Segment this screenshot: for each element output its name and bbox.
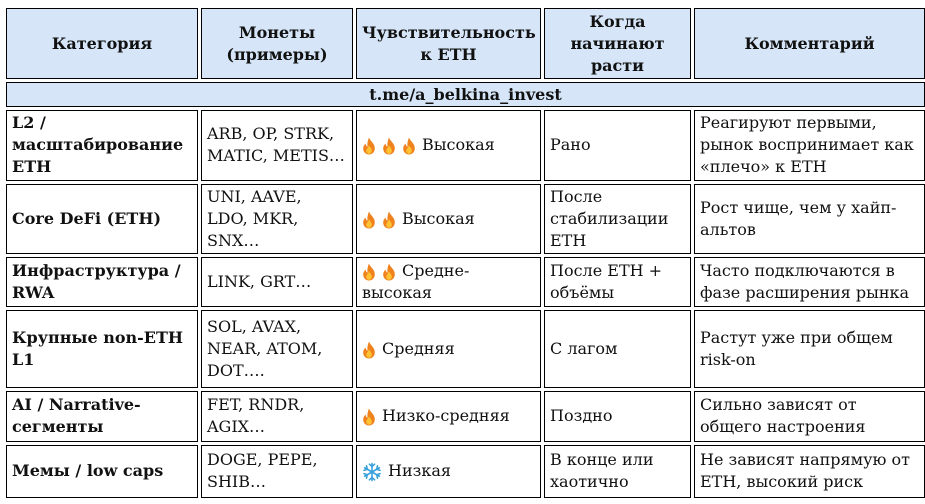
header-row	[6, 8, 925, 79]
category-cell: Крупные non-ETH L1	[6, 310, 198, 387]
when-cell: В конце или хаотично	[544, 445, 691, 498]
header-when: Когда начинают расти	[544, 8, 691, 79]
coins-cell: SOL, AVAX, NEAR, ATOM, DOT….	[201, 310, 353, 387]
table-row	[6, 445, 925, 498]
when-cell: Рано	[544, 110, 691, 181]
when-cell: С лагом	[544, 310, 691, 387]
snowflake-icon	[362, 461, 382, 483]
category-cell: L2 / масштабирование ETH	[6, 110, 198, 181]
category-cell: Core DeFi (ETH)	[6, 184, 198, 253]
comment-cell: Не зависят напрямую от ETH, высокий риск	[694, 445, 925, 498]
coins-cell: DOGE, PEPE, SHIB…	[201, 445, 353, 498]
flame-icon	[382, 260, 396, 282]
when-cell: Поздно	[544, 391, 691, 442]
sensitivity-cell	[356, 391, 541, 442]
flame-icon	[362, 135, 376, 157]
sensitivity-cell	[356, 445, 541, 498]
coins-cell: UNI, AAVE, LDO, MKR, SNX…	[201, 184, 353, 253]
comment-cell: Часто подключаются в фазе расширения рынка	[694, 257, 925, 308]
flame-icon	[382, 135, 396, 157]
sensitivity-icons	[362, 338, 376, 360]
table-row	[6, 391, 925, 442]
channel-link[interactable]: t.me/a_belkina_invest	[6, 82, 925, 106]
comment-cell: Рост чище, чем у хайп-альтов	[694, 184, 925, 253]
sensitivity-icons	[362, 135, 416, 157]
sensitivity-label: Средняя	[382, 338, 455, 358]
sensitivity-cell	[356, 257, 541, 308]
sensitivity-icons	[362, 406, 376, 428]
category-cell: Мемы / low caps	[6, 445, 198, 498]
sensitivity-cell	[356, 184, 541, 253]
eth-sensitivity-table	[3, 5, 925, 501]
when-cell: После стабилизации ETH	[544, 184, 691, 253]
category-cell: AI / Narrative-сегменты	[6, 391, 198, 442]
flame-icon	[362, 260, 376, 282]
sensitivity-cell	[356, 310, 541, 387]
header-category: Категория	[6, 8, 198, 79]
flame-icon	[362, 406, 376, 428]
header-coins: Монеты (примеры)	[201, 8, 353, 79]
sensitivity-icons	[362, 208, 396, 230]
when-cell: После ETH + объёмы	[544, 257, 691, 308]
table-row	[6, 110, 925, 181]
sensitivity-cell	[356, 110, 541, 181]
header-comment: Комментарий	[694, 8, 925, 79]
flame-icon	[362, 208, 376, 230]
sensitivity-label: Высокая	[422, 135, 495, 155]
channel-row	[6, 82, 925, 106]
flame-icon	[382, 208, 396, 230]
table-row	[6, 257, 925, 308]
table-body	[6, 110, 925, 498]
table-row	[6, 310, 925, 387]
coins-cell: FET, RNDR, AGIX…	[201, 391, 353, 442]
header-sensitivity: Чувствительность к ETH	[356, 8, 541, 79]
eth-sensitivity-table-container	[3, 5, 922, 501]
flame-icon	[362, 338, 376, 360]
comment-cell: Реагируют первыми, рынок воспринимает как «плечо» к ETH	[694, 110, 925, 181]
flame-icon	[402, 135, 416, 157]
category-cell: Инфраструктура / RWA	[6, 257, 198, 308]
sensitivity-icons	[362, 260, 396, 282]
table-row	[6, 184, 925, 253]
sensitivity-label: Низкая	[388, 461, 451, 481]
coins-cell: ARB, OP, STRK, MATIC, METIS…	[201, 110, 353, 181]
sensitivity-label: Низко-средняя	[382, 406, 510, 426]
sensitivity-label: Средне-высокая	[362, 260, 470, 303]
sensitivity-label: Высокая	[402, 208, 475, 228]
coins-cell: LINK, GRT…	[201, 257, 353, 308]
comment-cell: Растут уже при общем risk-on	[694, 310, 925, 387]
comment-cell: Сильно зависят от общего настроения	[694, 391, 925, 442]
sensitivity-icons	[362, 461, 382, 483]
